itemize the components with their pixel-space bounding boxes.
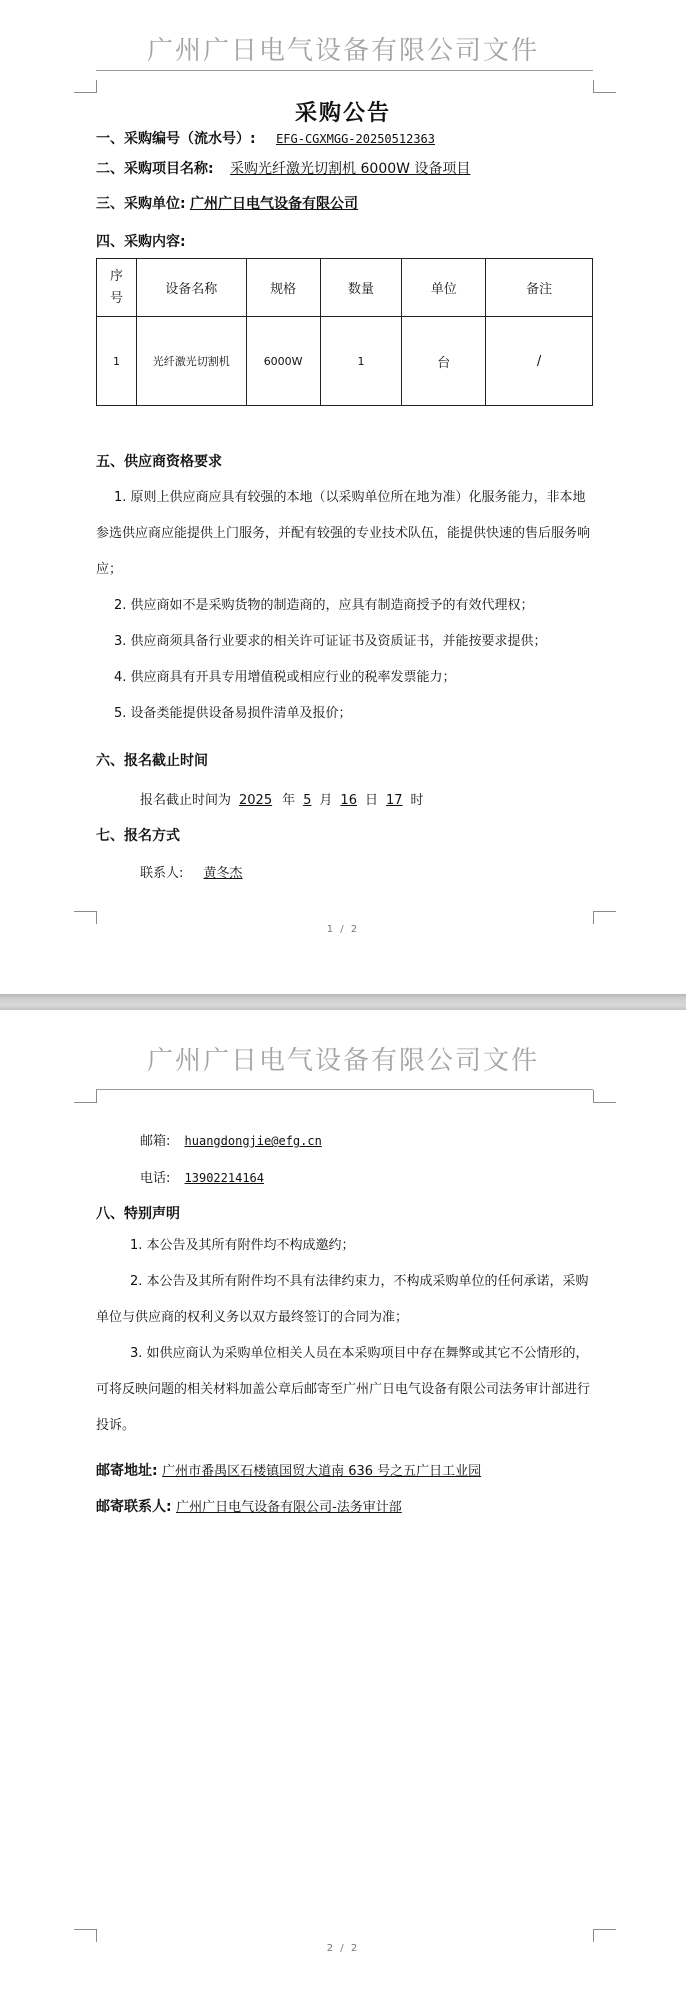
table-header-cell: 规格 xyxy=(246,259,320,317)
purchasing-unit-value: 广州广日电气设备有限公司 xyxy=(190,196,359,212)
mail-address-line xyxy=(96,1460,481,1480)
table-header-cell: 单位 xyxy=(402,259,486,317)
email-label: 邮箱: xyxy=(140,1134,171,1149)
table-header-cell: 设备名称 xyxy=(136,259,246,317)
deadline-year-unit: 年 xyxy=(282,793,296,808)
procurement-number-value: EFG-CGXMGG-20250512363 xyxy=(276,132,436,146)
corner-mark-top-right xyxy=(593,80,616,93)
section-procurement-content: 四、采购内容: xyxy=(96,234,186,250)
section-supplier-requirements: 五、供应商资格要求 xyxy=(96,454,222,470)
contact-person-line xyxy=(140,862,263,881)
corner-mark-top-left xyxy=(74,1090,97,1103)
contact-person-value: 黄冬杰 xyxy=(203,866,243,881)
corner-mark-bottom-right xyxy=(593,1929,616,1942)
section-label: 三、采购单位: xyxy=(96,196,186,212)
table-cell: / xyxy=(486,317,593,406)
deadline-hour: 17 xyxy=(385,793,403,808)
deadline-day-unit: 日 xyxy=(364,793,378,808)
table-cell: 6000W xyxy=(246,317,320,406)
list-item: 5. 设备类能提供设备易损件清单及报价； xyxy=(114,706,352,721)
table-cell: 台 xyxy=(402,317,486,406)
section-registration-deadline: 六、报名截止时间 xyxy=(96,753,208,769)
corner-mark-top-right xyxy=(593,1090,616,1103)
email-value: huangdongjie@efg.cn xyxy=(184,1134,322,1148)
section-registration-method: 七、报名方式 xyxy=(96,828,180,844)
table-header-cell: 数量 xyxy=(320,259,402,317)
statements-list xyxy=(96,1228,598,1444)
corner-mark-bottom-right xyxy=(593,911,616,924)
list-item: 3. 供应商须具备行业要求的相关许可证证书及资质证书，并能按要求提供； xyxy=(114,634,547,649)
section-label: 二、采购项目名称: xyxy=(96,161,214,177)
registration-deadline-line xyxy=(140,789,424,808)
table-cell: 光纤激光切割机 xyxy=(136,317,246,406)
letterhead-title: 广州广日电气设备有限公司文件 xyxy=(146,36,539,66)
document-page-1 xyxy=(0,0,686,994)
mail-address-value: 广州市番禺区石楼镇国贸大道南 636 号之五广日工业园 xyxy=(162,1464,482,1479)
section-project-name xyxy=(96,158,484,178)
corner-mark-bottom-left xyxy=(74,911,97,924)
section-label: 一、采购编号（流水号）: xyxy=(96,131,256,147)
deadline-hour-unit: 时 xyxy=(410,793,424,808)
deadline-day: 16 xyxy=(340,793,357,808)
letterhead-rule xyxy=(96,1089,593,1090)
page-number: 2 / 2 xyxy=(326,1943,360,1954)
page-number: 1 / 2 xyxy=(326,924,360,935)
project-name-value: 采购光纤激光切割机 6000W 设备项目 xyxy=(230,161,471,177)
list-item: 2. 本公告及其所有附件均不具有法律约束力，不构成采购单位的任何承诺，采购单位与供应商的权利义务以双方最终签订的合同为准； xyxy=(96,1274,589,1325)
mail-contact-line xyxy=(96,1496,402,1516)
procurement-items-table xyxy=(96,258,593,406)
deadline-month: 5 xyxy=(303,793,312,808)
section-procurement-number xyxy=(96,128,455,148)
corner-mark-top-left xyxy=(74,80,97,93)
contact-label: 联系人: xyxy=(140,866,184,881)
table-header-cell: 备注 xyxy=(486,259,593,317)
page-gap xyxy=(0,994,686,1010)
letterhead-rule xyxy=(96,70,593,71)
mail-contact-value: 广州广日电气设备有限公司-法务审计部 xyxy=(176,1500,402,1515)
phone-line xyxy=(140,1167,304,1186)
table-cell: 1 xyxy=(320,317,402,406)
list-item: 1. 原则上供应商应具有较强的本地（以采购单位所在地为准）化服务能力，非本地参选供应商应能提供上门服务，并配有较强的专业技术队伍，能提供快速的售后服务响应； xyxy=(96,490,591,577)
table-cell: 1 xyxy=(97,317,137,406)
deadline-prefix: 报名截止时间为 xyxy=(140,793,232,808)
deadline-year: 2025 xyxy=(239,793,273,808)
list-item: 2. 供应商如不是采购货物的制造商的，应具有制造商授予的有效代理权； xyxy=(114,598,534,613)
phone-label: 电话: xyxy=(140,1171,171,1186)
letterhead-title: 广州广日电气设备有限公司文件 xyxy=(146,1046,539,1076)
corner-mark-bottom-left xyxy=(74,1929,97,1942)
mail-contact-label: 邮寄联系人: xyxy=(96,1499,172,1515)
email-line xyxy=(140,1130,340,1149)
phone-value: 13902214164 xyxy=(184,1171,265,1185)
table-header-cell: 序号 xyxy=(97,259,137,317)
mail-address-label: 邮寄地址: xyxy=(96,1463,158,1479)
requirements-list xyxy=(96,480,593,732)
section-special-statement: 八、特别声明 xyxy=(96,1206,180,1222)
list-item: 1. 本公告及其所有附件均不构成邀约； xyxy=(130,1238,355,1253)
document-title: 采购公告 xyxy=(294,101,391,126)
section-purchasing-unit xyxy=(96,193,414,213)
list-item: 3. 如供应商认为采购单位相关人员在本采购项目中存在舞弊或其它不公情形的，可将反映问题的相关材料加盖公章后邮寄至广州广日电气设备有限公司法务审计部进行投诉。 xyxy=(96,1346,591,1433)
document-page-2 xyxy=(0,1010,686,2009)
deadline-month-unit: 月 xyxy=(319,793,333,808)
table-row xyxy=(97,317,593,406)
list-item: 4. 供应商具有开具专用增值税或相应行业的税率发票能力； xyxy=(114,670,456,685)
table-header-row xyxy=(97,259,593,317)
